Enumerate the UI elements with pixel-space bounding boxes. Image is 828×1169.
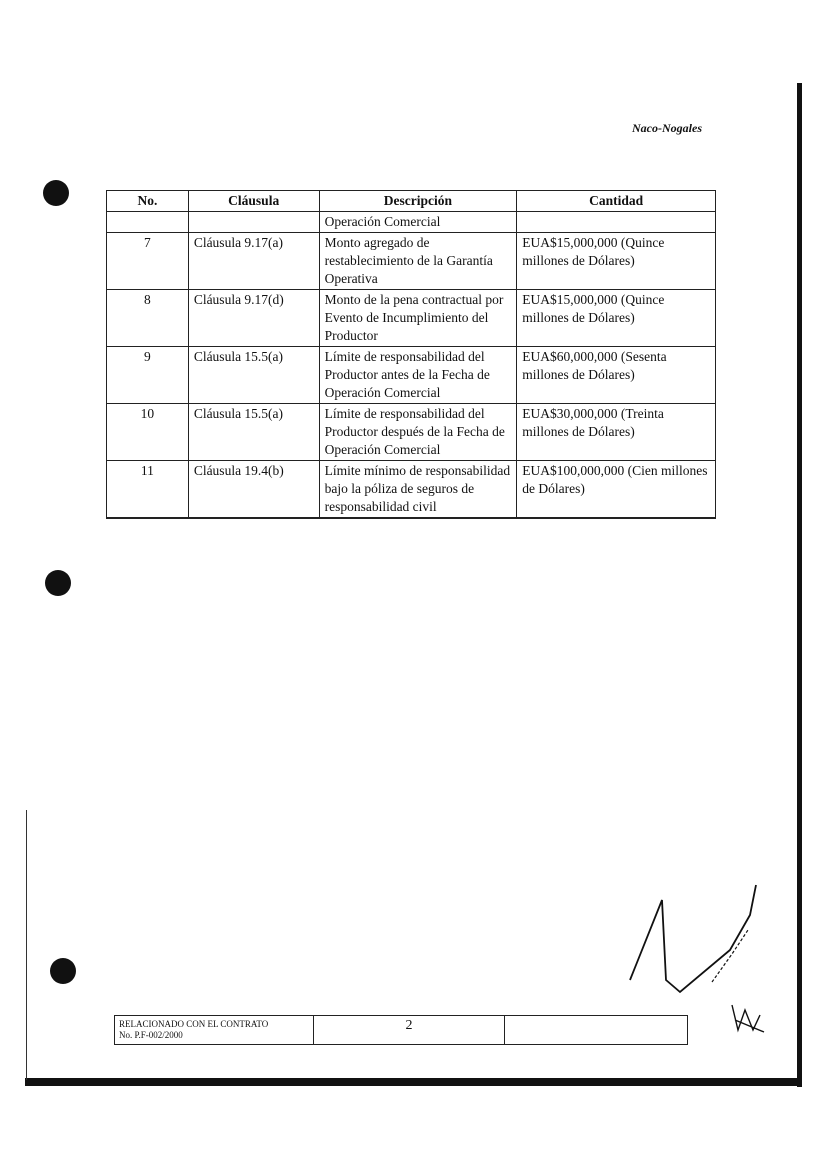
cell-no: 11 bbox=[107, 461, 189, 519]
cell-cantidad: EUA$15,000,000 (Quince millones de Dólares) bbox=[517, 233, 716, 290]
table-row bbox=[107, 404, 716, 461]
cell-clausula: Cláusula 19.4(b) bbox=[188, 461, 319, 519]
table-header-row bbox=[107, 191, 716, 212]
cell-no: 9 bbox=[107, 347, 189, 404]
cell-clausula: Cláusula 9.17(d) bbox=[188, 290, 319, 347]
punch-hole-middle bbox=[45, 570, 71, 596]
footer-reference-box bbox=[114, 1015, 688, 1045]
table-row bbox=[107, 212, 716, 233]
cell-clausula bbox=[188, 212, 319, 233]
cell-no bbox=[107, 212, 189, 233]
punch-hole-bottom bbox=[50, 958, 76, 984]
cell-cantidad: EUA$100,000,000 (Cien millones de Dólares) bbox=[517, 461, 716, 519]
cell-descripcion: Operación Comercial bbox=[319, 212, 517, 233]
punch-hole-top bbox=[43, 180, 69, 206]
column-header-descripcion: Descripción bbox=[319, 191, 517, 212]
footer-contract-reference bbox=[115, 1016, 314, 1044]
cell-no: 10 bbox=[107, 404, 189, 461]
cell-descripcion: Límite mínimo de responsabilidad bajo la póliza de seguros de responsabilidad civil bbox=[319, 461, 517, 519]
cell-clausula: Cláusula 15.5(a) bbox=[188, 404, 319, 461]
table-row bbox=[107, 461, 716, 519]
column-header-no: No. bbox=[107, 191, 189, 212]
cell-descripcion: Monto agregado de restablecimiento de la Garantía Operativa bbox=[319, 233, 517, 290]
cell-cantidad: EUA$30,000,000 (Treinta millones de Dólares) bbox=[517, 404, 716, 461]
cell-cantidad bbox=[517, 212, 716, 233]
cell-descripcion: Límite de responsabilidad del Productor antes de la Fecha de Operación Comercial bbox=[319, 347, 517, 404]
table-row bbox=[107, 347, 716, 404]
page-number: 2 bbox=[314, 1016, 505, 1044]
footer-empty-cell bbox=[505, 1016, 687, 1044]
cell-no: 7 bbox=[107, 233, 189, 290]
clauses-table bbox=[106, 190, 716, 519]
footer-related-line1: RELACIONADO CON EL CONTRATO bbox=[119, 1019, 269, 1029]
cell-cantidad: EUA$15,000,000 (Quince millones de Dólares) bbox=[517, 290, 716, 347]
cell-no: 8 bbox=[107, 290, 189, 347]
cell-descripcion: Límite de responsabilidad del Productor después de la Fecha de Operación Comercial bbox=[319, 404, 517, 461]
cell-clausula: Cláusula 15.5(a) bbox=[188, 347, 319, 404]
scan-edge-left bbox=[26, 810, 27, 1080]
footer-related-line2: No. P.F-002/2000 bbox=[119, 1030, 183, 1040]
document-location-header: Naco-Nogales bbox=[632, 121, 702, 135]
cell-descripcion: Monto de la pena contractual por Evento de Incumplimiento del Productor bbox=[319, 290, 517, 347]
table-row bbox=[107, 233, 716, 290]
column-header-cantidad: Cantidad bbox=[517, 191, 716, 212]
scan-edge-bottom bbox=[25, 1078, 802, 1086]
column-header-clausula: Cláusula bbox=[188, 191, 319, 212]
scan-edge-right bbox=[797, 83, 802, 1087]
cell-cantidad: EUA$60,000,000 (Sesenta millones de Dólares) bbox=[517, 347, 716, 404]
cell-clausula: Cláusula 9.17(a) bbox=[188, 233, 319, 290]
table-row bbox=[107, 290, 716, 347]
